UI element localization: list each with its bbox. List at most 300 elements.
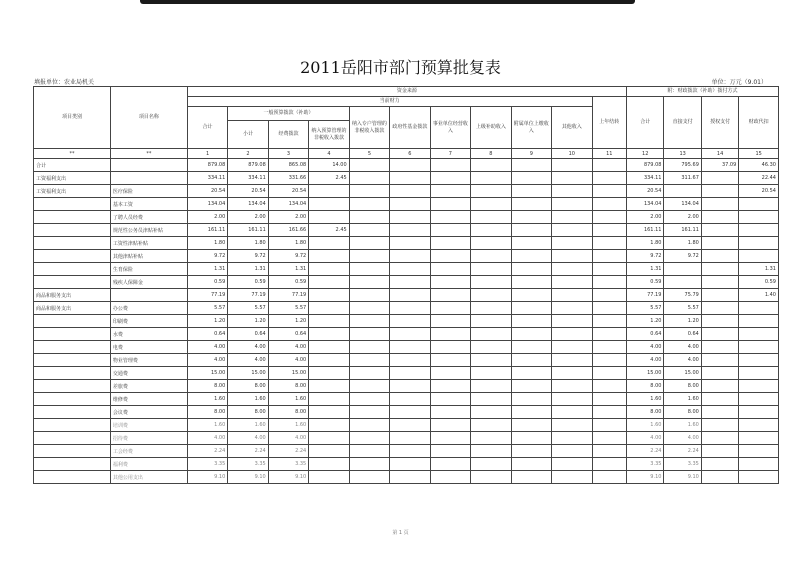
value-cell: 2.00	[664, 211, 701, 224]
value-cell: 4.00	[228, 354, 268, 367]
table-row	[34, 367, 779, 380]
header-total: 合计	[187, 107, 227, 149]
value-cell	[701, 406, 738, 419]
value-cell	[552, 263, 592, 276]
value-cell: 0.59	[627, 276, 664, 289]
value-cell	[701, 302, 738, 315]
value-cell: 0.59	[739, 276, 779, 289]
value-cell	[430, 263, 470, 276]
header-special-account: 纳入专户管理的非税收入拨款	[349, 107, 389, 149]
category-cell	[34, 419, 111, 432]
value-cell	[511, 185, 551, 198]
table-row	[34, 341, 779, 354]
value-cell	[552, 237, 592, 250]
index-cell: 2	[228, 149, 268, 159]
value-cell: 9.10	[187, 471, 227, 484]
value-cell: 0.59	[228, 276, 268, 289]
category-cell: 工资福利支出	[34, 172, 111, 185]
value-cell	[592, 393, 627, 406]
value-cell: 0.59	[187, 276, 227, 289]
value-cell	[552, 393, 592, 406]
value-cell	[349, 185, 389, 198]
value-cell	[349, 250, 389, 263]
index-cell: 9	[511, 149, 551, 159]
value-cell	[739, 419, 779, 432]
value-cell	[390, 224, 430, 237]
value-cell: 134.04	[664, 198, 701, 211]
name-cell: 维修费	[110, 393, 187, 406]
index-cell: **	[34, 149, 111, 159]
value-cell: 0.59	[268, 276, 308, 289]
index-cell: 10	[552, 149, 592, 159]
value-cell: 1.60	[627, 393, 664, 406]
header-general-budget: 一般预算拨款（补助）	[228, 107, 349, 121]
value-cell	[309, 471, 349, 484]
value-cell: 1.31	[627, 263, 664, 276]
value-cell	[552, 406, 592, 419]
name-cell: 招待费	[110, 432, 187, 445]
value-cell	[390, 315, 430, 328]
header-superior-subsidy: 上级补助收入	[471, 107, 511, 149]
name-cell: 会议费	[110, 406, 187, 419]
category-cell: 商品和服务支出	[34, 302, 111, 315]
header-current-funds: 当前财力	[187, 97, 592, 107]
value-cell: 4.00	[187, 341, 227, 354]
value-cell	[511, 432, 551, 445]
value-cell	[701, 458, 738, 471]
value-cell	[349, 237, 389, 250]
value-cell	[349, 172, 389, 185]
value-cell	[390, 341, 430, 354]
value-cell: 161.11	[228, 224, 268, 237]
value-cell	[739, 211, 779, 224]
value-cell: 14.00	[309, 159, 349, 172]
value-cell	[471, 289, 511, 302]
value-cell	[471, 445, 511, 458]
value-cell: 9.10	[664, 471, 701, 484]
value-cell	[552, 159, 592, 172]
value-cell: 77.19	[627, 289, 664, 302]
value-cell	[471, 263, 511, 276]
value-cell	[511, 198, 551, 211]
name-cell: 其他公用支出	[110, 471, 187, 484]
value-cell	[471, 185, 511, 198]
value-cell	[511, 263, 551, 276]
value-cell: 20.54	[268, 185, 308, 198]
value-cell	[592, 224, 627, 237]
value-cell	[511, 211, 551, 224]
value-cell	[471, 276, 511, 289]
value-cell	[349, 471, 389, 484]
value-cell	[701, 341, 738, 354]
value-cell: 134.04	[187, 198, 227, 211]
index-cell: 5	[349, 149, 389, 159]
value-cell: 2.24	[268, 445, 308, 458]
value-cell: 0.64	[627, 328, 664, 341]
value-cell	[349, 419, 389, 432]
header-payment-method: 附：财政拨款（补助）拨付方式	[627, 87, 779, 97]
value-cell	[349, 211, 389, 224]
value-cell: 20.54	[228, 185, 268, 198]
table-row	[34, 471, 779, 484]
value-cell: 3.35	[627, 458, 664, 471]
value-cell	[349, 328, 389, 341]
table-row	[34, 302, 779, 315]
value-cell	[592, 289, 627, 302]
value-cell: 15.00	[664, 367, 701, 380]
value-cell	[390, 250, 430, 263]
index-cell: 13	[664, 149, 701, 159]
value-cell: 5.57	[268, 302, 308, 315]
value-cell	[552, 302, 592, 315]
value-cell	[511, 276, 551, 289]
value-cell	[309, 393, 349, 406]
value-cell: 75.79	[664, 289, 701, 302]
value-cell	[739, 315, 779, 328]
category-cell	[34, 458, 111, 471]
index-cell: **	[110, 149, 187, 159]
value-cell	[390, 198, 430, 211]
header-budget-allocation: 经费拨款	[268, 121, 308, 149]
value-cell	[471, 211, 511, 224]
index-row	[34, 149, 779, 159]
category-cell: 工资福利支出	[34, 185, 111, 198]
value-cell	[511, 471, 551, 484]
name-cell: 差旅费	[110, 380, 187, 393]
value-cell	[430, 224, 470, 237]
name-cell: 其他津贴补贴	[110, 250, 187, 263]
value-cell	[349, 315, 389, 328]
value-cell	[592, 302, 627, 315]
value-cell: 9.72	[268, 250, 308, 263]
category-cell	[34, 263, 111, 276]
currency-info: 单位：万元（9.01）	[711, 79, 767, 86]
table-row	[34, 276, 779, 289]
value-cell	[511, 302, 551, 315]
value-cell	[592, 341, 627, 354]
value-cell	[511, 237, 551, 250]
value-cell	[511, 250, 551, 263]
value-cell	[739, 432, 779, 445]
table-row	[34, 315, 779, 328]
value-cell	[511, 159, 551, 172]
value-cell	[592, 237, 627, 250]
value-cell: 0.64	[664, 328, 701, 341]
value-cell: 134.04	[268, 198, 308, 211]
value-cell	[349, 198, 389, 211]
value-cell	[430, 328, 470, 341]
value-cell	[390, 458, 430, 471]
value-cell: 4.00	[627, 432, 664, 445]
value-cell: 15.00	[268, 367, 308, 380]
value-cell	[739, 237, 779, 250]
value-cell	[349, 367, 389, 380]
value-cell: 2.45	[309, 224, 349, 237]
index-cell: 12	[627, 149, 664, 159]
value-cell	[511, 289, 551, 302]
value-cell	[309, 354, 349, 367]
value-cell: 1.31	[187, 263, 227, 276]
value-cell: 134.04	[228, 198, 268, 211]
value-cell	[739, 471, 779, 484]
value-cell	[349, 432, 389, 445]
value-cell	[701, 172, 738, 185]
value-cell	[390, 380, 430, 393]
name-cell: 培训费	[110, 419, 187, 432]
value-cell	[471, 471, 511, 484]
value-cell	[390, 328, 430, 341]
value-cell	[309, 237, 349, 250]
value-cell	[511, 328, 551, 341]
value-cell	[430, 185, 470, 198]
value-cell	[430, 393, 470, 406]
value-cell	[390, 211, 430, 224]
value-cell	[349, 380, 389, 393]
value-cell	[349, 445, 389, 458]
value-cell: 1.80	[627, 237, 664, 250]
table-row	[34, 211, 779, 224]
value-cell: 1.31	[228, 263, 268, 276]
value-cell	[309, 276, 349, 289]
value-cell	[390, 471, 430, 484]
value-cell: 20.54	[627, 185, 664, 198]
table-row	[34, 432, 779, 445]
value-cell	[592, 198, 627, 211]
value-cell: 8.00	[664, 380, 701, 393]
value-cell	[592, 250, 627, 263]
value-cell: 22.44	[739, 172, 779, 185]
value-cell	[309, 419, 349, 432]
table-row	[34, 289, 779, 302]
category-cell	[34, 341, 111, 354]
value-cell	[701, 224, 738, 237]
value-cell	[471, 315, 511, 328]
value-cell	[592, 432, 627, 445]
value-cell	[430, 458, 470, 471]
value-cell	[701, 237, 738, 250]
value-cell	[390, 237, 430, 250]
value-cell	[349, 224, 389, 237]
value-cell	[511, 445, 551, 458]
value-cell	[701, 380, 738, 393]
value-cell	[701, 211, 738, 224]
header-pay-total: 合计	[627, 97, 664, 149]
top-scroll-bar	[140, 0, 635, 4]
value-cell: 9.72	[664, 250, 701, 263]
value-cell	[430, 159, 470, 172]
value-cell	[471, 419, 511, 432]
value-cell: 9.72	[228, 250, 268, 263]
value-cell	[511, 224, 551, 237]
header-fiscal-proxy: 财政代扣	[739, 97, 779, 149]
value-cell	[349, 263, 389, 276]
value-cell	[390, 406, 430, 419]
value-cell	[552, 211, 592, 224]
table-row	[34, 393, 779, 406]
value-cell: 1.80	[228, 237, 268, 250]
value-cell	[739, 224, 779, 237]
value-cell	[390, 432, 430, 445]
index-cell: 1	[187, 149, 227, 159]
value-cell	[471, 354, 511, 367]
value-cell	[309, 250, 349, 263]
value-cell: 4.00	[268, 432, 308, 445]
index-cell: 14	[701, 149, 738, 159]
value-cell	[471, 224, 511, 237]
value-cell	[471, 380, 511, 393]
name-cell	[110, 159, 187, 172]
value-cell: 865.08	[268, 159, 308, 172]
value-cell	[511, 172, 551, 185]
value-cell	[390, 445, 430, 458]
index-cell: 3	[268, 149, 308, 159]
value-cell	[430, 289, 470, 302]
value-cell: 8.00	[268, 380, 308, 393]
value-cell	[309, 211, 349, 224]
value-cell	[552, 471, 592, 484]
value-cell: 8.00	[664, 406, 701, 419]
value-cell	[511, 458, 551, 471]
unit-info: 填报单位：农业局机关	[34, 79, 95, 86]
value-cell	[430, 471, 470, 484]
value-cell	[511, 341, 551, 354]
value-cell	[552, 315, 592, 328]
value-cell	[430, 406, 470, 419]
category-cell	[34, 406, 111, 419]
value-cell	[739, 341, 779, 354]
value-cell	[309, 367, 349, 380]
category-cell	[34, 354, 111, 367]
value-cell	[349, 393, 389, 406]
value-cell	[552, 289, 592, 302]
value-cell: 46.30	[739, 159, 779, 172]
name-cell	[110, 172, 187, 185]
value-cell	[592, 263, 627, 276]
value-cell	[739, 380, 779, 393]
budget-table-container	[33, 86, 779, 484]
name-cell: 办公费	[110, 302, 187, 315]
table-row	[34, 380, 779, 393]
value-cell: 2.00	[187, 211, 227, 224]
value-cell: 795.69	[664, 159, 701, 172]
value-cell: 8.00	[268, 406, 308, 419]
value-cell	[701, 432, 738, 445]
value-cell	[592, 185, 627, 198]
value-cell: 334.11	[627, 172, 664, 185]
value-cell: 1.20	[187, 315, 227, 328]
value-cell	[309, 458, 349, 471]
value-cell: 1.31	[739, 263, 779, 276]
value-cell	[739, 445, 779, 458]
value-cell: 3.35	[268, 458, 308, 471]
value-cell: 20.54	[187, 185, 227, 198]
table-row	[34, 159, 779, 172]
budget-table	[33, 86, 779, 484]
value-cell: 2.24	[187, 445, 227, 458]
value-cell: 1.20	[664, 315, 701, 328]
value-cell	[592, 471, 627, 484]
value-cell: 161.11	[627, 224, 664, 237]
value-cell: 4.00	[187, 354, 227, 367]
value-cell	[552, 172, 592, 185]
value-cell	[664, 276, 701, 289]
table-row	[34, 406, 779, 419]
name-cell: 电费	[110, 341, 187, 354]
value-cell: 1.20	[627, 315, 664, 328]
value-cell: 879.08	[228, 159, 268, 172]
table-row	[34, 198, 779, 211]
value-cell	[430, 315, 470, 328]
table-row	[34, 185, 779, 198]
value-cell	[552, 185, 592, 198]
value-cell	[701, 263, 738, 276]
value-cell	[390, 263, 430, 276]
value-cell	[552, 458, 592, 471]
header-project-category: 项目类别	[34, 87, 111, 149]
category-cell	[34, 315, 111, 328]
value-cell: 8.00	[187, 406, 227, 419]
value-cell	[430, 198, 470, 211]
category-cell	[34, 211, 111, 224]
value-cell: 3.35	[228, 458, 268, 471]
name-cell: 印刷费	[110, 315, 187, 328]
value-cell	[552, 341, 592, 354]
value-cell	[552, 250, 592, 263]
value-cell	[471, 159, 511, 172]
value-cell	[511, 380, 551, 393]
value-cell: 334.11	[228, 172, 268, 185]
index-cell: 6	[390, 149, 430, 159]
name-cell: 了聘人员经费	[110, 211, 187, 224]
value-cell: 77.19	[187, 289, 227, 302]
value-cell	[471, 172, 511, 185]
value-cell	[471, 458, 511, 471]
value-cell	[430, 172, 470, 185]
value-cell	[552, 380, 592, 393]
value-cell	[552, 276, 592, 289]
value-cell	[471, 432, 511, 445]
value-cell	[471, 341, 511, 354]
value-cell	[592, 172, 627, 185]
category-cell	[34, 224, 111, 237]
category-cell: 合计	[34, 159, 111, 172]
value-cell: 4.00	[228, 341, 268, 354]
index-cell: 7	[430, 149, 470, 159]
value-cell	[390, 289, 430, 302]
value-cell	[390, 185, 430, 198]
value-cell	[349, 289, 389, 302]
value-cell	[552, 367, 592, 380]
value-cell: 9.72	[627, 250, 664, 263]
value-cell	[739, 458, 779, 471]
value-cell	[592, 211, 627, 224]
name-cell: 工会经费	[110, 445, 187, 458]
value-cell	[701, 328, 738, 341]
value-cell: 4.00	[187, 432, 227, 445]
index-cell: 4	[309, 149, 349, 159]
index-cell: 11	[592, 149, 627, 159]
value-cell: 1.60	[664, 393, 701, 406]
value-cell: 5.57	[187, 302, 227, 315]
value-cell	[511, 419, 551, 432]
value-cell: 161.11	[664, 224, 701, 237]
value-cell	[471, 302, 511, 315]
value-cell: 1.80	[187, 237, 227, 250]
value-cell: 8.00	[627, 380, 664, 393]
value-cell: 8.00	[627, 406, 664, 419]
value-cell: 9.10	[268, 471, 308, 484]
value-cell	[390, 276, 430, 289]
